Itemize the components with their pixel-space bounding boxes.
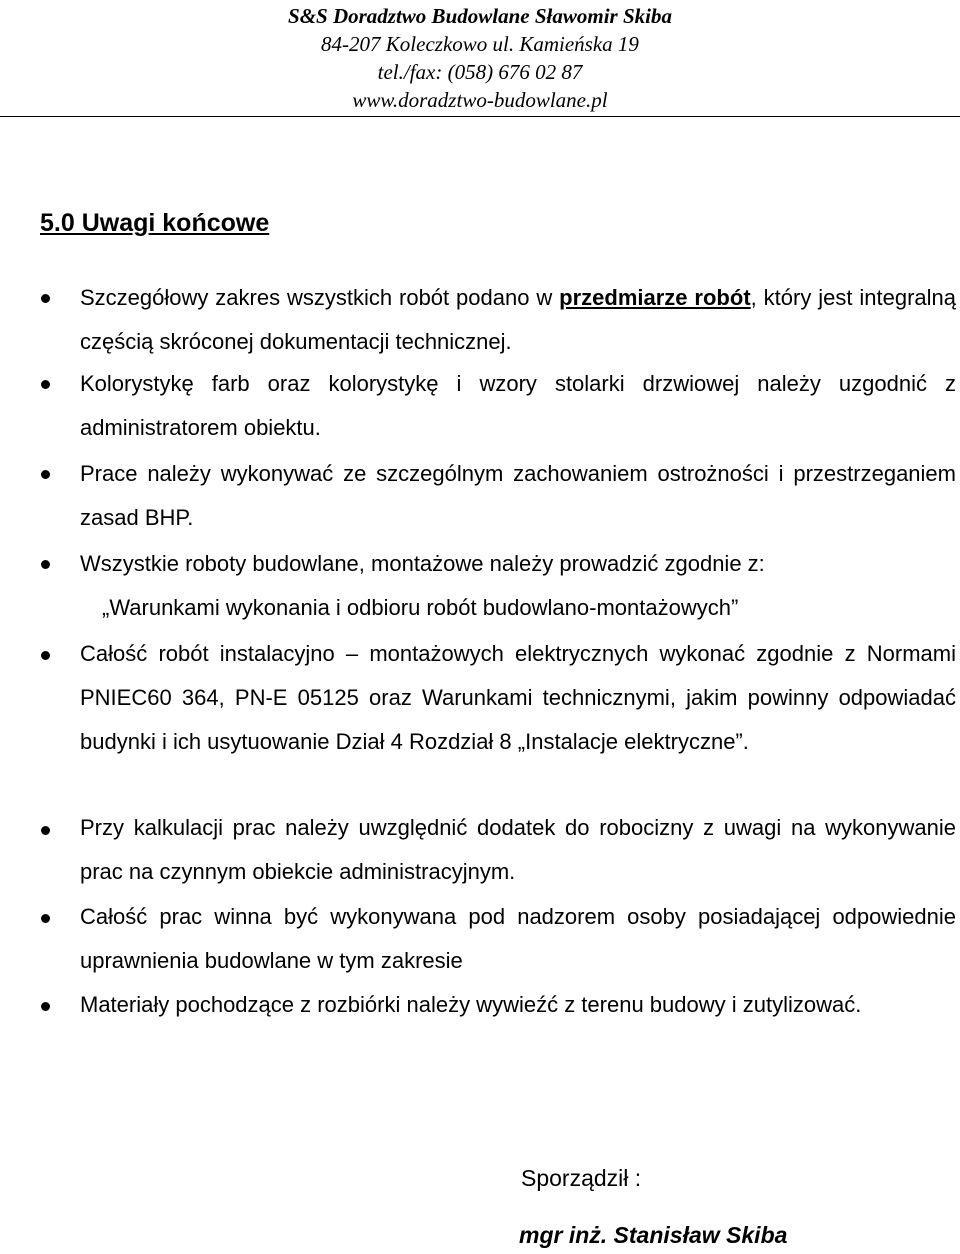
signature-label: Sporządził :	[521, 1165, 642, 1191]
list-item-7: Całość prac winna być wykonywana pod nadzorem osoby posiadającej odpowiednie uprawnienia budowlane w tym zakresie	[80, 904, 956, 973]
company-name: S&S Doradztwo Budowlane Sławomir Skiba	[288, 4, 672, 28]
bullet-icon	[41, 470, 50, 479]
list-item-1	[80, 276, 956, 364]
letterhead	[0, 0, 960, 117]
list-item-5: Całość robót instalacyjno – montażowych elektrycznych wykonać zgodnie z Normami PNIEC60 364, PN-E 05125 oraz Warunkami technicznymi, jakim powinny odpowiadać budynki i ich usytuowanie Dział 4 Rozdział 8 „Instalacje elektryczne”.	[80, 641, 956, 754]
list-item-text: Szczegółowy zakres wszystkich robót podano w	[80, 285, 560, 310]
bullet-icon	[41, 914, 50, 923]
bullet-icon	[41, 560, 50, 569]
list-item-text: Wszystkie roboty budowlane, montażowe należy prowadzić zgodnie z:	[80, 551, 765, 576]
list-item-emphasis: przedmiarze robót	[559, 285, 751, 310]
company-website: www.doradztwo-budowlane.pl	[352, 88, 608, 112]
list-item-8: Materiały pochodzące z rozbiórki należy wywieźć z terenu budowy i zutylizować.	[80, 992, 862, 1017]
company-address: 84-207 Koleczkowo ul. Kamieńska 19	[321, 32, 639, 56]
section-title: 5.0 Uwagi końcowe	[40, 209, 270, 237]
list-item-subline: „Warunkami wykonania i odbioru robót budowlano-montażowych”	[102, 595, 739, 620]
bullet-icon	[41, 1002, 50, 1011]
bullet-icon	[41, 380, 50, 389]
signature-name: mgr inż. Stanisław Skiba	[519, 1222, 788, 1248]
list-item-4	[80, 542, 956, 630]
bullet-icon	[41, 826, 50, 835]
bullet-icon	[41, 651, 50, 660]
header-divider	[0, 116, 960, 117]
list-item-3: Prace należy wykonywać ze szczególnym zachowaniem ostrożności i przestrzeganiem zasad BHP.	[80, 461, 956, 530]
bullet-icon	[41, 294, 50, 303]
list-item-2: Kolorystykę farb oraz kolorystykę i wzory stolarki drzwiowej należy uzgodnić z administratorem obiektu.	[80, 371, 956, 440]
company-phone: tel./fax: (058) 676 02 87	[377, 60, 583, 84]
list-item-6: Przy kalkulacji prac należy uwzględnić dodatek do robocizny z uwagi na wykonywanie prac na czynnym obiekcie administracyjnym.	[80, 815, 956, 884]
list-item-text: , który jest integralną częścią skróconej dokumentacji technicznej.	[80, 285, 956, 354]
